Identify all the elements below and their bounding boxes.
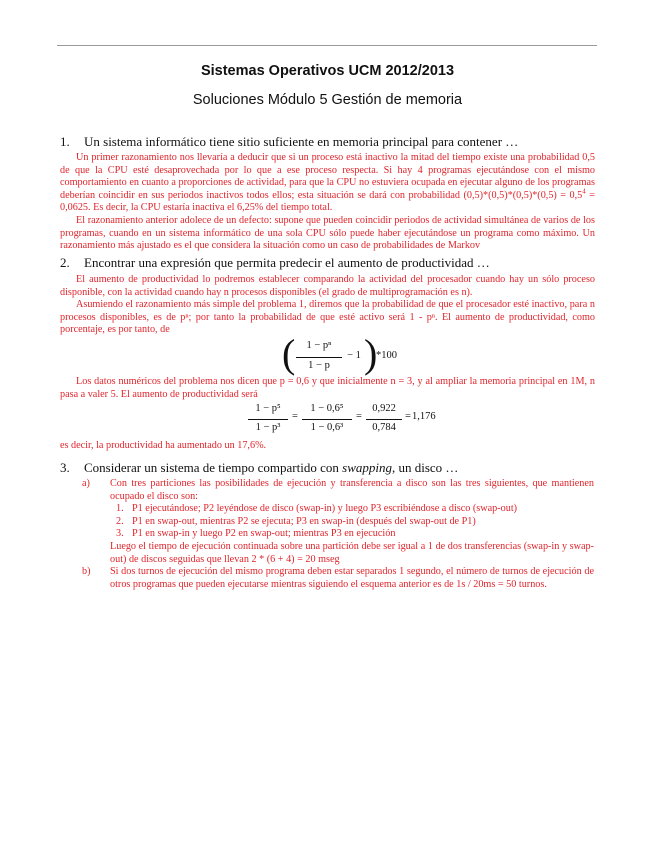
part-a-text: Con tres particiones las posibilidades de ejecución y transferencia a disco son las tres siguientes, que mantienen ocupado el disco son: bbox=[110, 478, 594, 502]
list-item-text: P1 ejecutándose; P2 leyéndose de disco (swap-in) y luego P3 escribiéndose a disco (swap-out) bbox=[132, 503, 518, 515]
formula-2-fraction-3-denominator: 0,784 bbox=[372, 422, 396, 433]
question-1-heading bbox=[60, 134, 518, 150]
answer-2-data bbox=[60, 376, 595, 401]
left-paren: ( bbox=[282, 331, 296, 376]
answer-1 bbox=[60, 152, 595, 253]
answer-1-text-a: Un primer razonamiento nos llevaría a deducir que si un proceso está inactivo la mitad del tiempo existe una probabilidad 0,5 de que la CPU esté desaprovechada por lo que a ese proceso respecta. Si hay 4 programas ejecutándose con el mismo comportamiento en cuanto a proporciones de actividad, para que la CPU no estuviera ocupada en ejecutar alguno de los programas deberían coincidir en sus periodos inactivos todos ellos; esta situación se dará con probabilidad (0,5)*(0,5)*(0,5)*(0,5) = 0,5 bbox=[60, 152, 595, 201]
formula-1-times-100: *100 bbox=[376, 350, 397, 361]
page-title: Sistemas Operativos UCM 2012/2013 bbox=[200, 63, 455, 79]
answer-2-paragraph-3: Los datos numéricos del problema nos dicen que p = 0,6 y que inicialmente n = 3, y al ampliar la memoria principal en 1M, n pasa a valer 5. El aumento de productividad será bbox=[60, 376, 595, 400]
equals-sign: = bbox=[405, 411, 411, 422]
fraction-bar bbox=[296, 357, 342, 358]
fraction-bar bbox=[366, 419, 402, 420]
question-2-heading bbox=[60, 255, 490, 271]
answer-1-paragraph-2: El razonamiento anterior adolece de un defecto: supone que pueden coincidir periodos de actividad simultánea de varios de los programas, cuando en un sistema informático de una sola CPU sólo puede haber ejecutándose un programa como máximo. Un razonamiento más ajustado es el que considera la situación como un caso de probabilidades de Markov bbox=[60, 214, 595, 252]
answer-2-paragraph-2: Asumiendo el razonamiento más simple del problema 1, diremos que la probabilidad de que el procesador esté inactivo, para n procesos disponibles, es de pⁿ; por tanto la probabilidad de que esté activo será 1 - pⁿ. El aumento de productividad, como porcentaje, es por tanto, de bbox=[60, 299, 595, 336]
question-3-text-b: , un disco … bbox=[391, 460, 459, 475]
formula-2-fraction-3-numerator: 0,922 bbox=[372, 403, 396, 414]
formula-2-fraction-1-denominator: 1 − p³ bbox=[255, 422, 281, 433]
list-item-number: 1. bbox=[116, 503, 124, 515]
list-item bbox=[82, 516, 594, 529]
answer-3 bbox=[82, 478, 594, 591]
question-2-text: Encontrar una expresión que permita predecir el aumento de productividad … bbox=[84, 255, 490, 270]
part-b-text: Si dos turnos de ejecución del mismo programa deben estar separados 1 segundo, el número de turnos de ejecución de otros programas que pueden ejecutarse mientras siguiendo el esquema anterior es de 1s / 20ms = 50 turnos. bbox=[110, 566, 594, 590]
answer-2-intro bbox=[60, 274, 595, 337]
list-item-text: P1 en swap-in y luego P2 en swap-out; mientras P3 en ejecución bbox=[132, 528, 396, 540]
question-3-number: 3. bbox=[60, 460, 70, 475]
question-3-emphasis: swapping bbox=[342, 460, 392, 475]
fraction-bar bbox=[302, 419, 352, 420]
productivity-formula bbox=[282, 331, 402, 378]
formula-2-fraction-2-numerator: 1 − 0,6⁵ bbox=[310, 403, 344, 414]
formula-2-result: 1,176 bbox=[412, 411, 436, 422]
answer-2-conclusion bbox=[60, 440, 595, 453]
answer-1-paragraph-1 bbox=[60, 152, 595, 215]
formula-1-denominator: 1 − p bbox=[308, 360, 330, 371]
formula-1-minus-one: − 1 bbox=[347, 350, 361, 361]
productivity-calculation bbox=[248, 403, 438, 439]
formula-2-fraction-1-numerator: 1 − p⁵ bbox=[255, 403, 281, 414]
question-3-heading bbox=[60, 460, 458, 476]
list-item-number: 3. bbox=[116, 528, 124, 540]
part-b-label: b) bbox=[82, 566, 91, 578]
formula-1-numerator: 1 − pⁿ bbox=[306, 340, 332, 351]
header-rule bbox=[57, 45, 597, 46]
answer-1-text-b: = 0,0625. Es decir, la CPU estaría inactiva el 6,25% del tiempo total. bbox=[60, 189, 595, 214]
list-item-text: P1 en swap-out, mientras P2 se ejecuta; P3 en swap-in (después del swap-out de P1) bbox=[132, 515, 476, 527]
list-item bbox=[82, 503, 594, 516]
answer-3-part-b bbox=[82, 566, 594, 591]
fraction-bar bbox=[248, 419, 288, 420]
question-2-number: 2. bbox=[60, 255, 70, 270]
answer-3-part-a bbox=[82, 478, 594, 503]
equals-sign: = bbox=[356, 411, 362, 422]
equals-sign: = bbox=[292, 411, 298, 422]
list-item-number: 2. bbox=[116, 515, 124, 527]
formula-2-fraction-2-denominator: 1 − 0,6³ bbox=[310, 422, 344, 433]
page-subtitle: Soluciones Módulo 5 Gestión de memoria bbox=[192, 92, 463, 108]
question-1-number: 1. bbox=[60, 134, 70, 149]
right-paren: ) bbox=[364, 331, 378, 376]
exponent: 4 bbox=[582, 187, 586, 196]
answer-2-paragraph-4: es decir, la productividad ha aumentado un 17,6%. bbox=[60, 440, 267, 451]
question-3-text-a: Considerar un sistema de tiempo compartido con bbox=[84, 460, 343, 475]
part-a-label: a) bbox=[82, 478, 90, 489]
part-a-conclusion: Luego el tiempo de ejecución continuada sobre una partición debe ser igual a 1 de dos transferencias (swap-in y swap-out) de discos seguidas que llevan 2 * (6 + 4) = 20 mseg bbox=[110, 540, 594, 565]
list-item bbox=[82, 528, 594, 541]
question-1-text: Un sistema informático tiene sitio suficiente en memoria principal para contener … bbox=[84, 134, 519, 149]
answer-2-paragraph-1: El aumento de productividad lo podremos establecer comparando la actividad del procesador cuando hay un sólo proceso disponible, con la actividad cuando hay n procesos disponibles (el grado de multiprogramación es n). bbox=[60, 274, 595, 298]
